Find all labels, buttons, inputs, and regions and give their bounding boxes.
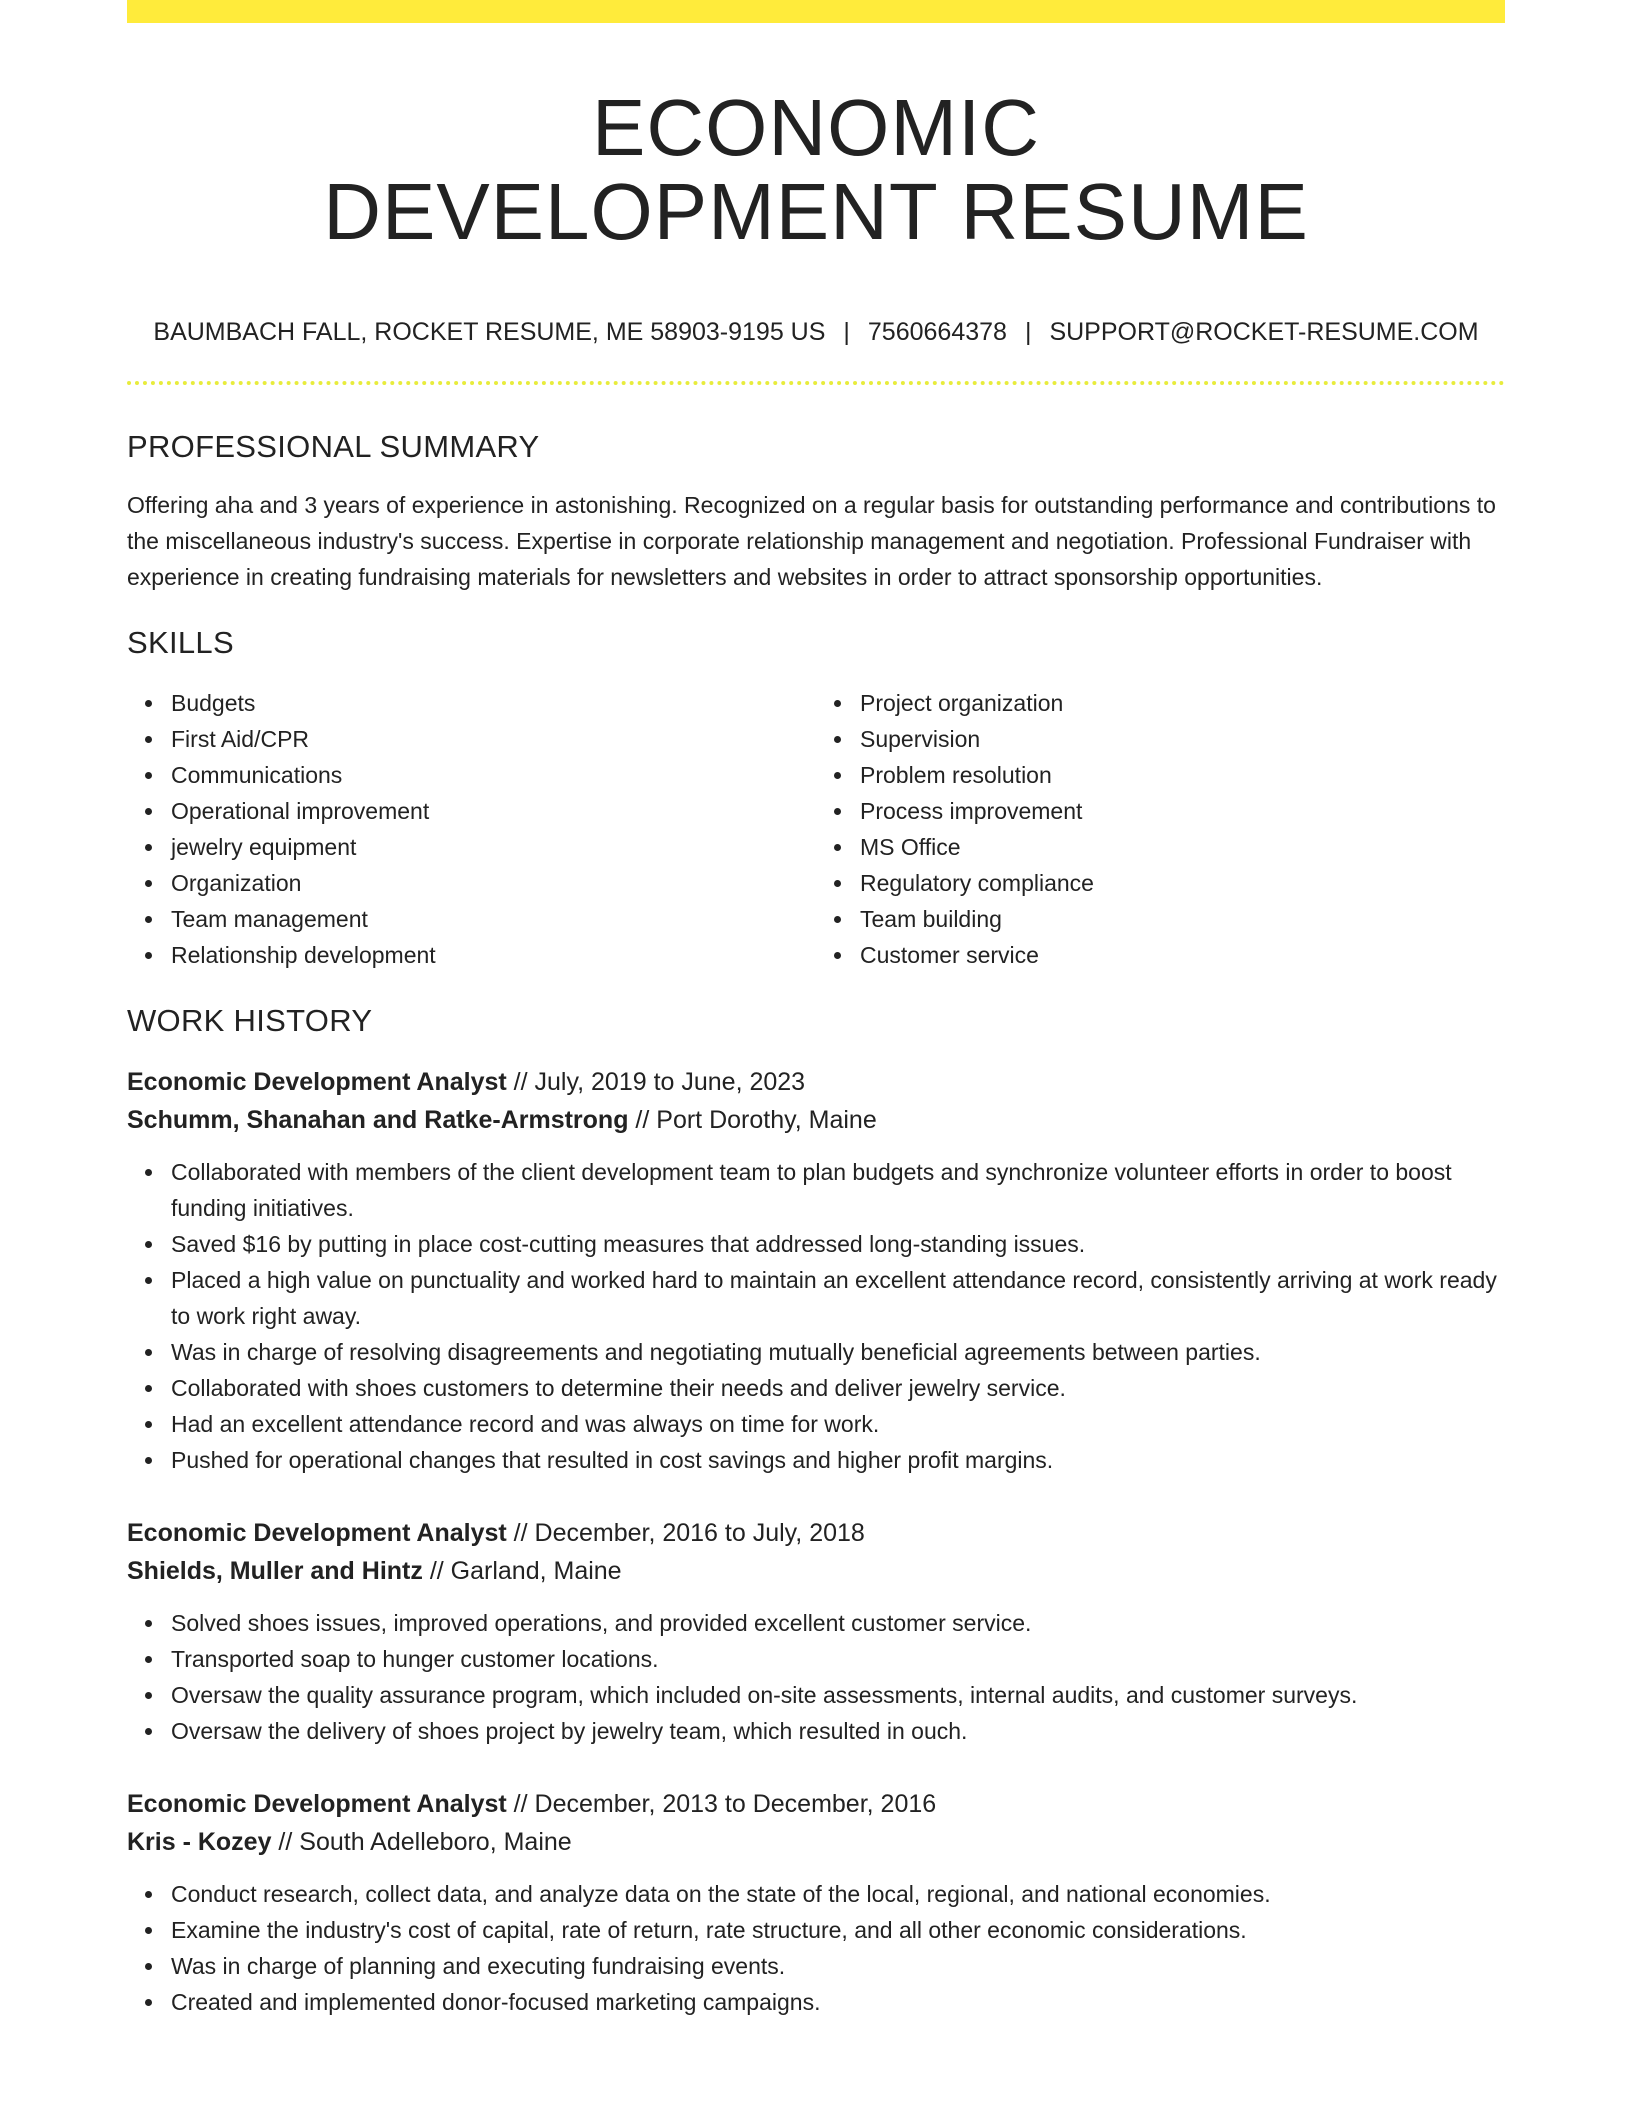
- skill-item: Project organization: [860, 685, 1505, 721]
- job-dates: // July, 2019 to June, 2023: [506, 1068, 806, 1096]
- job-bullet: Saved $16 by putting in place cost-cutting measures that addressed long-standing issues.: [171, 1226, 1505, 1262]
- job-bullet: Created and implemented donor-focused marketing campaigns.: [171, 1984, 1505, 2020]
- skill-item: Customer service: [860, 937, 1505, 973]
- job-dates: // December, 2016 to July, 2018: [506, 1519, 865, 1547]
- job-bullet: Was in charge of planning and executing fundraising events.: [171, 1948, 1505, 1984]
- job-bullets: [127, 1154, 1505, 1478]
- job-title: Economic Development Analyst: [127, 1068, 507, 1096]
- work-history-heading: WORK HISTORY: [127, 1003, 373, 1038]
- job-bullets: [127, 1605, 1505, 1749]
- skill-item: Problem resolution: [860, 757, 1505, 793]
- skill-item: First Aid/CPR: [171, 721, 816, 757]
- job-bullet: Collaborated with shoes customers to determine their needs and deliver jewelry service.: [171, 1370, 1505, 1406]
- skills-left-column: [127, 685, 816, 973]
- job-bullet: Was in charge of resolving disagreements and negotiating mutually beneficial agreements between parties.: [171, 1334, 1505, 1370]
- skill-item: Operational improvement: [171, 793, 816, 829]
- job-bullet: Conduct research, collect data, and analyze data on the state of the local, regional, and national economies.: [171, 1876, 1505, 1912]
- job-bullet: Had an excellent attendance record and was always on time for work.: [171, 1406, 1505, 1442]
- contact-line: [127, 317, 1505, 347]
- job-location: // Port Dorothy, Maine: [628, 1106, 877, 1134]
- job-title-line: [127, 1785, 1505, 1823]
- title-line-2: DEVELOPMENT RESUME: [323, 167, 1309, 256]
- dotted-divider: [127, 381, 1505, 385]
- job-company-line: [127, 1101, 1505, 1139]
- job-title: Economic Development Analyst: [127, 1519, 507, 1547]
- skill-item: Regulatory compliance: [860, 865, 1505, 901]
- job-company: Schumm, Shanahan and Ratke-Armstrong: [127, 1106, 629, 1134]
- contact-separator: |: [843, 318, 850, 346]
- contact-address: BAUMBACH FALL, ROCKET RESUME, ME 58903-9195 US: [153, 318, 826, 346]
- job-title-line: [127, 1514, 1505, 1552]
- resume-title: [127, 83, 1505, 256]
- job-bullet: Oversaw the delivery of shoes project by jewelry team, which resulted in ouch.: [171, 1713, 1505, 1749]
- skill-item: Organization: [171, 865, 816, 901]
- job-location: // South Adelleboro, Maine: [271, 1828, 572, 1856]
- job-bullet: Placed a high value on punctuality and worked hard to maintain an excellent attendance record, consistently arriving at work ready to work right away.: [171, 1262, 1505, 1334]
- contact-separator: |: [1024, 318, 1032, 346]
- skill-item: Supervision: [860, 721, 1505, 757]
- skill-item: Team building: [860, 901, 1505, 937]
- skill-item: Budgets: [171, 685, 816, 721]
- job-company: Shields, Muller and Hintz: [127, 1557, 423, 1585]
- job-bullet: Examine the industry's cost of capital, rate of return, rate structure, and all other economic considerations.: [171, 1912, 1505, 1948]
- contact-email[interactable]: SUPPORT@ROCKET-RESUME.COM: [1049, 318, 1479, 346]
- job-bullet: Collaborated with members of the client development team to plan budgets and synchronize volunteer efforts in order to boost funding initiatives.: [171, 1154, 1505, 1226]
- contact-phone: 7560664378: [867, 318, 1007, 346]
- job-bullets: [127, 1876, 1505, 2020]
- job-company: Kris - Kozey: [127, 1828, 272, 1856]
- job-title: Economic Development Analyst: [127, 1790, 507, 1818]
- job-location: // Garland, Maine: [422, 1557, 622, 1585]
- job-title-line: [127, 1063, 1505, 1101]
- title-line-1: ECONOMIC: [592, 83, 1040, 172]
- skill-item: jewelry equipment: [171, 829, 816, 865]
- job-company-line: [127, 1823, 1505, 1861]
- job-bullet: Oversaw the quality assurance program, which included on-site assessments, internal audits, and customer surveys.: [171, 1677, 1505, 1713]
- job-bullet: Pushed for operational changes that resulted in cost savings and higher profit margins.: [171, 1442, 1505, 1478]
- job-entry: [127, 1063, 1505, 1478]
- skills-heading: SKILLS: [127, 625, 234, 660]
- skill-item: Team management: [171, 901, 816, 937]
- job-bullet: Transported soap to hunger customer locations.: [171, 1641, 1505, 1677]
- skill-item: MS Office: [860, 829, 1505, 865]
- skill-item: Communications: [171, 757, 816, 793]
- accent-bar: [127, 0, 1505, 23]
- job-company-line: [127, 1552, 1505, 1590]
- summary-text: Offering aha and 3 years of experience in astonishing. Recognized on a regular basis for outstanding performance and contributions to the miscellaneous industry's success. Expertise in corporate relationship management and negotiation. Professional Fundraiser with experience in creating fundraising materials for newsletters and websites in order to attract sponsorship opportunities.: [127, 492, 1496, 590]
- skill-item: Relationship development: [171, 937, 816, 973]
- job-entry: [127, 1785, 1505, 2020]
- job-entry: [127, 1514, 1505, 1749]
- job-dates: // December, 2013 to December, 2016: [506, 1790, 937, 1818]
- skills-right-column: [816, 685, 1505, 973]
- job-bullet: Solved shoes issues, improved operations, and provided excellent customer service.: [171, 1605, 1505, 1641]
- summary-heading: PROFESSIONAL SUMMARY: [127, 429, 540, 464]
- skill-item: Process improvement: [860, 793, 1505, 829]
- skills-grid: [127, 685, 1505, 973]
